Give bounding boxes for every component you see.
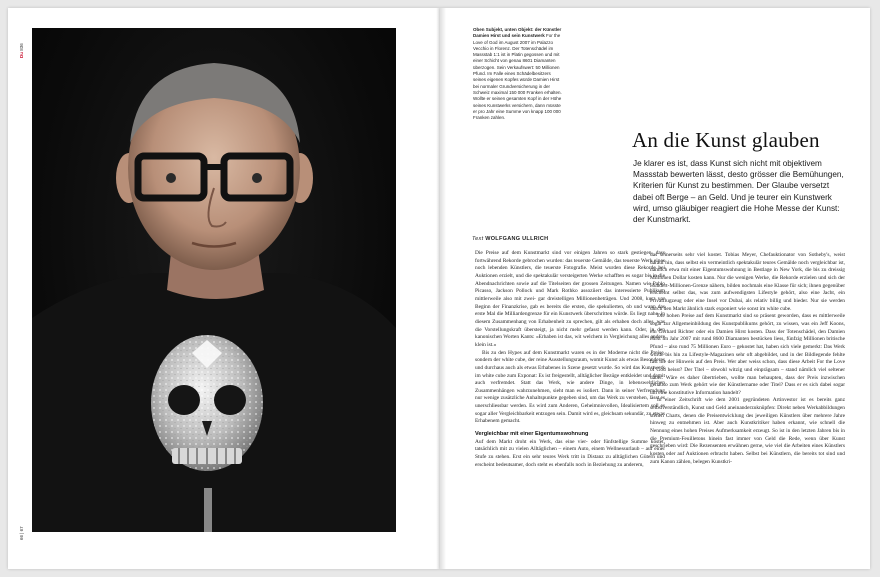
byline-label: Text — [472, 236, 484, 242]
byline-author: WOLFGANG ULLRICH — [485, 236, 549, 242]
paragraph: Die Preise auf dem Kunstmarkt sind vor einigen Jahren so stark gestiegen, dass fortwährend Rekorde gebrochen wurden: das teuerste Gemälde, das teuerste Werk eines noch lebenden Künstlers, die teuerste Fotografie. Meist wurden diese Rekorde bei Auktionen erzielt, und die spektakulär versteigerten Werke schafften es sogar bis in die Abendnachrichten sowie auf die Titelseiten der grossen Zeitungen. Namen wie Pablo Picasso, Jackson Pollock und Mark Rothko assoziiert das interessierte Publikum mittlerweile also mit zwei- gar dreistelligen Millionenbeträgen. Und 2008, kurz vor Beginn der Finanzkrise, gab es bereits die ersten, die spekulierten, ob und wann das erste Mal die Milliardengrenze für ein Kunstwerk überschritten würde. Es liegt nahe, in diesem Zusammenhang von Erhabenheit zu sprechen, gilt als erhaben doch alles, was die Vorstellungskraft übersteigt, ja nicht mehr gefasst werden kann. Oder, in den kanonischen Worten Kants: «Erhaben ist das, wit welchem in Vergleichung alles andere klein ist.» — [475, 250, 665, 348]
brand-mark: Du — [19, 52, 24, 58]
page-number: 66 | 67 — [19, 526, 24, 540]
page-gutter — [436, 8, 446, 569]
paragraph: Bis zu den Hypes auf dem Kunstmarkt waren es in der Moderne nicht die Preise, sondern der white cube, der reine Ausstellungsraum, womit Kunst als etwas Besonderes und durchaus auch als etwas Erhabenes in Szene gesetzt wurde. So wird das Kunstwerk im white cube zum Exponat: Es ist freigestellt, alltäglicher Bezüge entkleidet und damit auch verfremdet. Statt das Werk, wie andere Dinge, in lebensweltlichen Zusammenhängen wahrzunehmen, sieht man es isoliert. Dann in seiner Verfremdung nur wenige zusätzliche Anhaltspunkte gegeben sind, um das Werk zu verstehen, lässt es unerschliessbar werden. Es wird zum Anderen, Geheimnisvollen, Idealisiertem soll es sogar aller Vergleichbarkeit entzogen sein. Damit wird es, gleichsam sekundär, zu etwas Erhabenem gemacht. — [475, 349, 665, 425]
artist-with-skull-image — [32, 28, 396, 532]
article-headline: An die Kunst glauben — [632, 128, 820, 152]
portrait-photo — [32, 28, 396, 532]
photo-caption — [473, 27, 565, 121]
paragraph: Auf dem Markt droht ein Werk, das eine vier- oder fünfstellige Summe kostet, tatsächlich mit zu vielen Alltäglichen – einem Auto, einem Wellnessurlaub – auf einer Stufe zu stehen. Erst ein sehr teures Werk tritt in Distanz zu alltäglichen Gütern und erscheint bedeutsamer, doch steht es ebenfalls noch in Beziehung zu anderem, — [475, 438, 665, 468]
body-column-2 — [650, 252, 845, 552]
paragraph: In einer Zeitschrift wie dem 2001 gegründeten Artinvestor ist es bereits ganz selbstverständlich, Kunst und Geld aneinanderzuknüpfen: Direkt neben Werkabbildungen stehen Charts, denen die Preisentwicklung des jeweiligen Künstlers über mehrere Jahre hinweg zu entnehmen ist. Aber auch Kunstkritiker haben erkannt, wie schnell die Nennung eines hohen Preises Aufmerksamkeit erzeugt. So ist in den letzten Jahren bis in die Premium-Feuilletons hinein fast immer von Geld die Rede, wenn über Kunst geschrieben wird: Die Rezensenten erwähnen gerne, wie viel die Arbeiten eines Künstlers kosten oder auf Auktionen erbracht haben. Selbst bei Künstlern, die bereits tot sind und zum Kanon zählen, belegen Kunstkri- — [650, 397, 845, 465]
byline — [472, 236, 548, 242]
caption-text: For the Love of God im August 2007 im Palazzo Vecchio in Florenz. Der Totenschädel im Massstab 1:1 ist in Platin gegossen und mit einer Schicht von genau 8601 Diamanten überzogen. Sein Verkaufswert: 50 Millionen Pfund. Im Falle eines Schädelbesitzers seines eigenen Kopfes würde Damien Hirst bei normaler Grundversicherung in der Schweiz maximal 150 000 Franken erhalten. Wollte er seinen gesamten Kopf in der Höhe seines Kunstwerks versichern, dann müsste er pro Jahr eine Summe von knapp 100 000 Franken zahlen. — [473, 33, 562, 121]
paragraph: das seinerseits sehr viel kostet. Tobias Meyer, Chefauktionator von Sotheby's, weist darauf hin, dass selbst ein vermeintlich spektakulär teures Gemälde noch vergleichbar ist, nämlich etwa mit einer Eigentumswohnung in Bestlage in New York, die bis zu dreissig Millionen Dollar kosten kann. Nur die wenigen Werke, die Rekorde erzielen und sich der Hundert-Millionen-Grenze nähern, bilden nochmals eine Klasse für sich; ihnen gegenüber erscheint selbst das, was zum aufwendigsten Lifestyle gehört, also eine Jacht, ein Privatflugzeug oder eine Insel vor Dubai, als relativ billig und bieder. Nur sie werden durch den Markt ähnlich stark exponiert wie sonst im white cube. — [650, 252, 845, 312]
issue-runner — [19, 43, 24, 58]
issue-number: 836 — [19, 43, 24, 51]
subheading: Vergleichbar mit einer Eigentumswohnung — [475, 431, 589, 438]
paragraph: Die hohen Preise auf dem Kunstmarkt sind so präsent geworden, dass es mittlerweile sogar zur Allgemeinbildung des Kunstpublikums gehört, zu wissen, was ein Jeff Koons, ein Gerhard Richter oder ein Damien Hirst kosten. Dass der Totenschädel, den Damien Hirst im Jahr 2007 mit rund 8600 Diamanten bestücken liess, fünfzig Millionen britische Pfund – also rund 75 Millionen Euro – gekostet hat, haben sich viele gemerkt: Das Werk wurde bis hin zu Lifestyle-Magazinen sehr oft abgebildet, und in der Bildlegende fehlte fast nie der Hinweis auf den Preis. Wer aber weiss schon, dass diese Arbeit For the Love of God heisst? Der Titel – obwohl witzig und einprägsam – stand nämlich viel seltener dabei. Wäre es daher übertrieben, wollte man behaupten, dass der Preis inzwischen genauso zum Werk gehört wie der Künstlername oder Titel? Dass er es sich dabei sogar um eine konstitutive Information handelt? — [650, 313, 845, 396]
article-deck: Je klarer es ist, dass Kunst sich nicht mit objektivem Massstab bewerten lässt, desto grösser die Bemühungen, Kriterien für Kunst zu bestimmen. Der Glaube versetzt dabei oft Berge – an Geld. Und je teurer ein Kunstwerk wird, umso gläubiger reagiert die Hohe Messe der Kunst: der Kunstmarkt. — [633, 159, 844, 225]
caption-lead: Oben Subjekt, unten Objekt: der Künstler Damien Hirst und sein Kunstwerk — [473, 27, 562, 39]
body-column-1 — [475, 250, 665, 550]
